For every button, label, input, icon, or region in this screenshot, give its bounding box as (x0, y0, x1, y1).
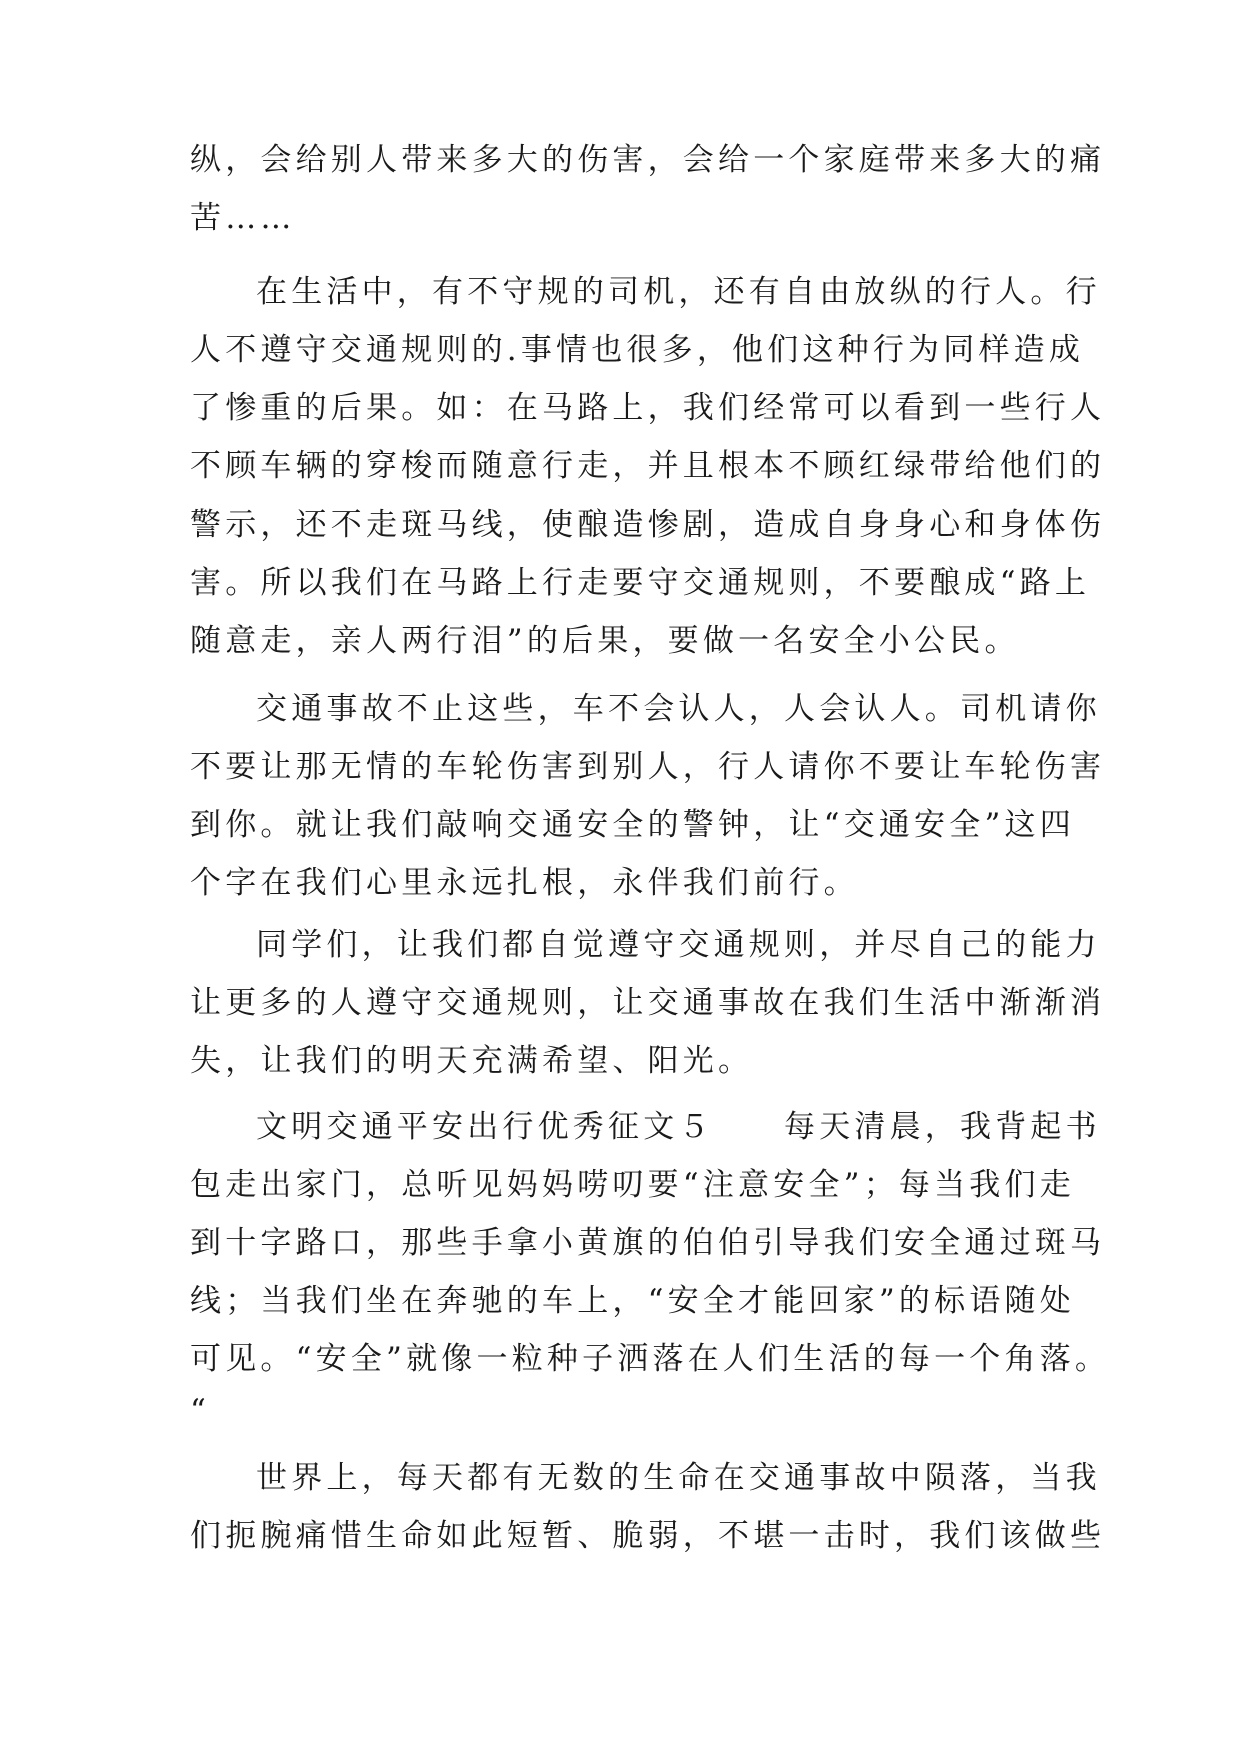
text-line: 线；当我们坐在奔驰的车上，“安全才能回家”的标语随处 (190, 1283, 1075, 1319)
text-line: 让更多的人遵守交通规则，让交通事故在我们生活中渐渐消 (190, 985, 1106, 1021)
text-line: 害。所以我们在马路上行走要守交通规则，不要酿成“路上 (190, 565, 1091, 601)
paragraph-start: 交通事故不止这些，车不会认人，人会认人。司机请你 (256, 691, 1101, 727)
paragraph-start: 在生活中，有不守规的司机，还有自由放纵的行人。行 (256, 274, 1101, 310)
text-line: 不顾车辆的穿梭而随意行走，并且根本不顾红绿带给他们的 (190, 448, 1106, 484)
text-line: 们扼腕痛惜生命如此短暂、脆弱，不堪一击时，我们该做些 (190, 1518, 1106, 1554)
text-line: 随意走，亲人两行泪”的后果，要做一名安全小公民。 (190, 623, 1020, 659)
text-line: 到你。就让我们敲响交通安全的警钟，让“交通安全”这四 (190, 807, 1075, 843)
text-line: 苦…… (190, 200, 296, 236)
text-line: 失，让我们的明天充满希望、阳光。 (190, 1043, 754, 1079)
text-line: “ (190, 1393, 211, 1429)
text-line: 不要让那无情的车轮伤害到别人，行人请你不要让车轮伤害 (190, 749, 1106, 785)
text-line: 到十字路口，那些手拿小黄旗的伯伯引导我们安全通过斑马 (190, 1225, 1106, 1261)
text-line: 纵，会给别人带来多大的伤害，会给一个家庭带来多大的痛 (190, 142, 1106, 178)
text-line: 人不遵守交通规则的.事情也很多，他们这种行为同样造成 (190, 332, 1085, 368)
paragraph-start: 同学们，让我们都自觉遵守交通规则，并尽自己的能力 (256, 927, 1101, 963)
text-line: 个字在我们心里永远扎根，永伴我们前行。 (190, 865, 859, 901)
text-line: 可见。“安全”就像一粒种子洒落在人们生活的每一个角落。 (190, 1341, 1111, 1377)
text-line: 警示，还不走斑马线，使酿造惨剧，造成自身身心和身体伤 (190, 507, 1106, 543)
text-line: 包走出家门，总听见妈妈唠叨要“注意安全”；每当我们走 (190, 1167, 1075, 1203)
paragraph-start: 文明交通平安出行优秀征文５ 每天清晨，我背起书 (256, 1109, 1101, 1145)
paragraph-start: 世界上，每天都有无数的生命在交通事故中陨落，当我 (256, 1460, 1101, 1496)
text-line: 了惨重的后果。如：在马路上，我们经常可以看到一些行人 (190, 390, 1106, 426)
